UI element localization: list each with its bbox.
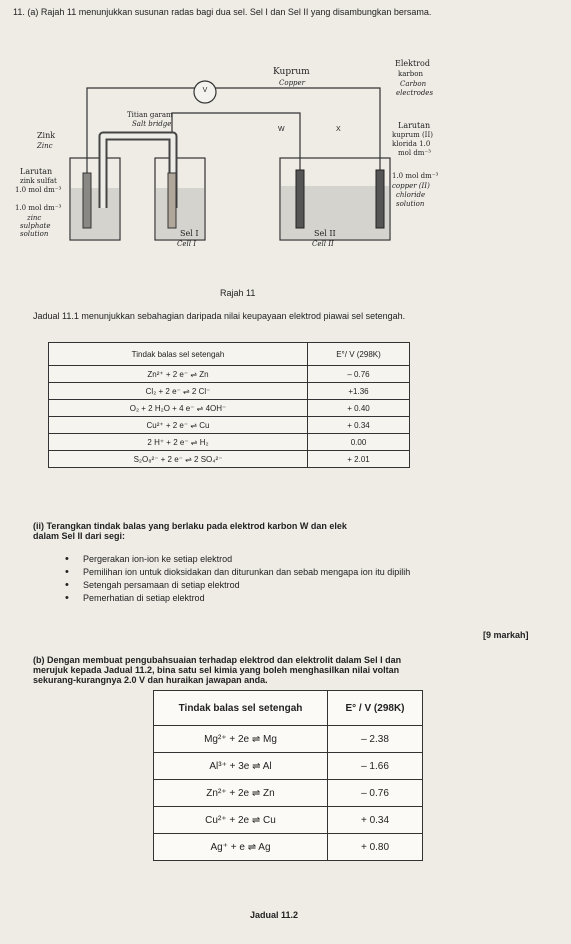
copper-electrode	[168, 173, 176, 228]
table-cell: 2 H⁺ + 2 e⁻ ⇌ H₂	[49, 434, 308, 451]
label-larutan-kuprum: Larutan	[398, 121, 431, 130]
table-cell: Cl₂ + 2 e⁻ ⇌ 2 Cl⁻	[49, 383, 308, 400]
table-cell: O₂ + 2 H₂O + 4 e⁻ ⇌ 4OH⁻	[49, 400, 308, 417]
table-cell: Cu²⁺ + 2 e⁻ ⇌ Cu	[49, 417, 308, 434]
label-sel-ii: Sel II	[314, 229, 336, 238]
label-karbon: karbon	[398, 70, 423, 78]
table-cell: 0.00	[308, 434, 410, 451]
label-cell-ii: Cell II	[312, 240, 334, 248]
label-kuprum: Kuprum	[273, 67, 310, 77]
jadual-11-2-caption: Jadual 11.2	[250, 910, 299, 920]
table-cell: Ag⁺ + e ⇌ Ag	[154, 834, 328, 861]
table-row	[154, 753, 423, 780]
question-intro: 11. (a) Rajah 11 menunjukkan susunan radas bagi dua sel. Sel I dan Sel II yang disambungkan bersama.	[13, 7, 432, 17]
criteria-list	[83, 554, 553, 603]
list-item: • Pemerhatian di setiap elektrod	[83, 593, 553, 603]
table-cell: + 0.34	[308, 417, 410, 434]
table-row	[154, 807, 423, 834]
carbon-electrode-x	[376, 170, 384, 228]
table-row	[154, 726, 423, 753]
table-cell: + 0.34	[328, 807, 423, 834]
table-row	[49, 383, 410, 400]
table-row	[49, 434, 410, 451]
label-copper-ii: copper (II)	[392, 182, 430, 190]
label-larutan-zink: Larutan	[20, 167, 53, 176]
label-x: X	[336, 126, 341, 133]
label-electrodes: electrodes	[396, 89, 434, 97]
rajah-11-caption: Rajah 11	[220, 288, 256, 298]
table-row	[154, 780, 423, 807]
label-cu-conc: 1.0 mol dm⁻³	[392, 172, 439, 180]
list-item: • Pergerakan ion-ion ke setiap elektrod	[83, 554, 553, 564]
label-zink: Zink	[37, 131, 56, 140]
table-row	[154, 834, 423, 861]
zinc-electrode	[83, 173, 91, 228]
table2-header-value: E° / V (298K)	[328, 691, 423, 726]
table-cell: + 2.01	[308, 451, 410, 468]
table-cell: S₂O₈²⁻ + 2 e⁻ ⇌ 2 SO₄²⁻	[49, 451, 308, 468]
part-ii-line1: (ii) Terangkan tindak balas yang berlaku pada elektrod karbon W dan elek	[33, 521, 347, 531]
label-voltmeter: V	[202, 87, 208, 94]
part-b-line2: merujuk kepada Jadual 11.2, bina satu sel kimia yang boleh menghasilkan nilai voltan	[33, 665, 400, 675]
label-sulphate: sulphate	[20, 222, 51, 230]
label-zinc-word: zinc	[27, 214, 42, 222]
label-sel-i: Sel I	[180, 229, 199, 238]
label-solution2: solution	[396, 200, 425, 208]
table-cell: + 0.40	[308, 400, 410, 417]
table-electrode-potentials-2	[153, 690, 423, 861]
table-row	[49, 366, 410, 383]
label-titian-garam: Titian garam	[127, 111, 173, 119]
label-copper: Copper	[279, 79, 306, 87]
part-b-line1: (b) Dengan membuat pengubahsuaian terhadap elektrod dan elektrolit dalam Sel I dan	[33, 655, 402, 665]
electrolytic-cells-diagram	[15, 58, 455, 268]
list-item: • Setengah persamaan di setiap elektrod	[83, 580, 553, 590]
label-zinc: Zinc	[37, 142, 53, 150]
table-cell: Zn²⁺ + 2 e⁻ ⇌ Zn	[49, 366, 308, 383]
part-ii-line2: dalam Sel II dari segi:	[33, 531, 126, 541]
table-row	[49, 417, 410, 434]
label-zn-conc: 1.0 mol dm⁻³	[15, 186, 62, 194]
label-salt-bridge: Salt bridge	[132, 120, 172, 128]
jadual-11-1-intro: Jadual 11.1 menunjukkan sebahagian daripada nilai keupayaan elektrod piawai sel setengah.	[33, 311, 406, 321]
carbon-electrode-w	[296, 170, 304, 228]
label-cell-i: Cell I	[177, 240, 196, 248]
table-cell: – 0.76	[328, 780, 423, 807]
label-zn-conc2: 1.0 mol dm⁻³	[15, 204, 62, 212]
table-cell: Cu²⁺ + 2e ⇌ Cu	[154, 807, 328, 834]
label-moldm: mol dm⁻³	[398, 149, 431, 157]
table-cell: – 2.38	[328, 726, 423, 753]
list-item: • Pemilihan ion untuk dioksidakan dan diturunkan dan sebab mengapa ion itu dipilih	[83, 567, 553, 577]
cells-svg	[15, 58, 455, 268]
table-cell: + 0.80	[328, 834, 423, 861]
label-zink-sulfat: zink sulfat	[20, 177, 57, 185]
table-cell: Al³⁺ + 3e ⇌ Al	[154, 753, 328, 780]
table1-header-value: E°/ V (298K)	[308, 343, 410, 366]
table-cell: – 0.76	[308, 366, 410, 383]
marks-label: [9 markah]	[483, 630, 529, 640]
label-kuprum-ii: kuprum (II)	[392, 131, 433, 139]
table1-header-reaction: Tindak balas sel setengah	[49, 343, 308, 366]
table-electrode-potentials-1	[48, 342, 410, 468]
part-b-line3: sekurang-kurangnya 2.0 V dan huraikan jawapan anda.	[33, 675, 268, 685]
label-w: W	[278, 126, 285, 133]
label-elektrod: Elektrod	[395, 59, 430, 68]
label-klorida: klorida 1.0	[392, 140, 431, 148]
table-row	[49, 451, 410, 468]
table-cell: – 1.66	[328, 753, 423, 780]
table-cell: Zn²⁺ + 2e ⇌ Zn	[154, 780, 328, 807]
table2-header-reaction: Tindak balas sel setengah	[154, 691, 328, 726]
label-carbon: Carbon	[400, 80, 427, 88]
label-chloride: chloride	[396, 191, 426, 199]
table-cell: Mg²⁺ + 2e ⇌ Mg	[154, 726, 328, 753]
table-row	[49, 400, 410, 417]
label-solution: solution	[20, 230, 49, 238]
table-cell: +1.36	[308, 383, 410, 400]
